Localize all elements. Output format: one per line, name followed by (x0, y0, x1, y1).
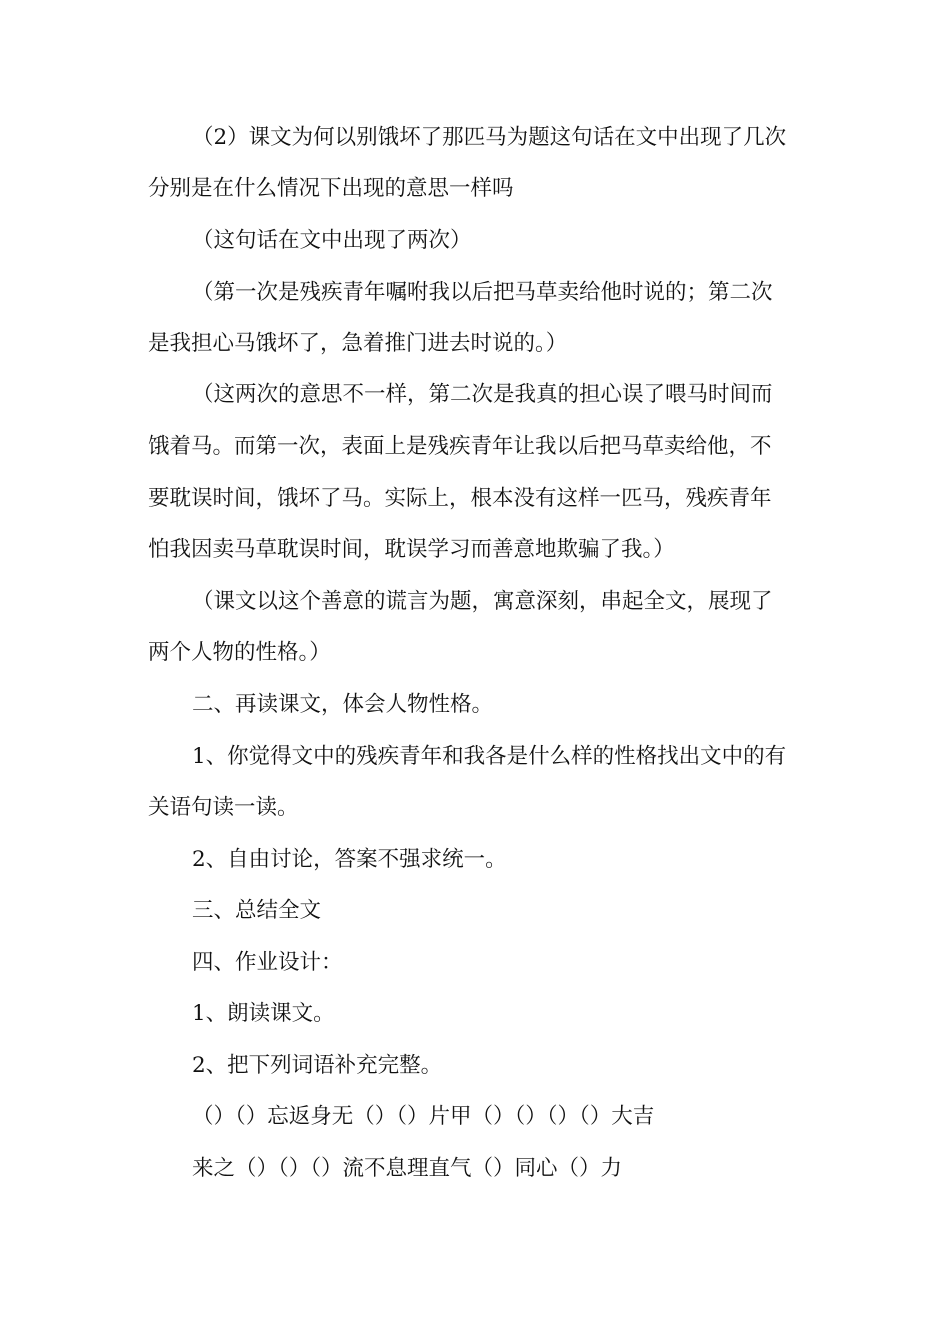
text-line: 是我担心马饿坏了，急着推门进去时说的。） (148, 331, 568, 356)
text-line: 1、朗读课文。 (192, 1001, 335, 1026)
text-line: 分别是在什么情况下出现的意思一样吗 (148, 176, 514, 201)
section-heading: 三、总结全文 (192, 898, 322, 923)
text-line: 2、自由讨论，答案不强求统一。 (192, 847, 507, 872)
text-line: （这句话在文中出现了两次） (192, 228, 472, 253)
exercise-line: 来之（）（）（）流不息理直气（）同心（）力 (192, 1156, 623, 1181)
text-line: 饿着马。而第一次，表面上是残疾青年让我以后把马草卖给他，不 (148, 434, 772, 459)
text-line: 要耽误时间，饿坏了马。实际上，根本没有这样一匹马，残疾青年 (148, 486, 772, 511)
text-line: 关语句读一读。 (148, 795, 299, 820)
exercise-line: （）（）忘返身无（）（）片甲（）（）（）（）大吉 (192, 1104, 655, 1129)
text-line: （第一次是残疾青年嘱咐我以后把马草卖给他时说的；第二次 (192, 280, 773, 305)
text-line: （2）课文为何以别饿坏了那匹马为题这句话在文中出现了几次 (192, 125, 787, 150)
text-line: （这两次的意思不一样，第二次是我真的担心误了喂马时间而 (192, 382, 773, 407)
text-line: （课文以这个善意的谎言为题，寓意深刻，串起全文，展现了 (192, 589, 773, 614)
text-line: 怕我因卖马草耽误时间，耽误学习而善意地欺骗了我。） (148, 537, 675, 562)
text-line: 1、你觉得文中的残疾青年和我各是什么样的性格找出文中的有 (192, 744, 787, 769)
text-line: 2、把下列词语补充完整。 (192, 1053, 443, 1078)
section-heading: 二、再读课文，体会人物性格。 (192, 692, 494, 717)
section-heading: 四、作业设计： (192, 950, 343, 975)
text-line: 两个人物的性格。） (148, 640, 331, 665)
